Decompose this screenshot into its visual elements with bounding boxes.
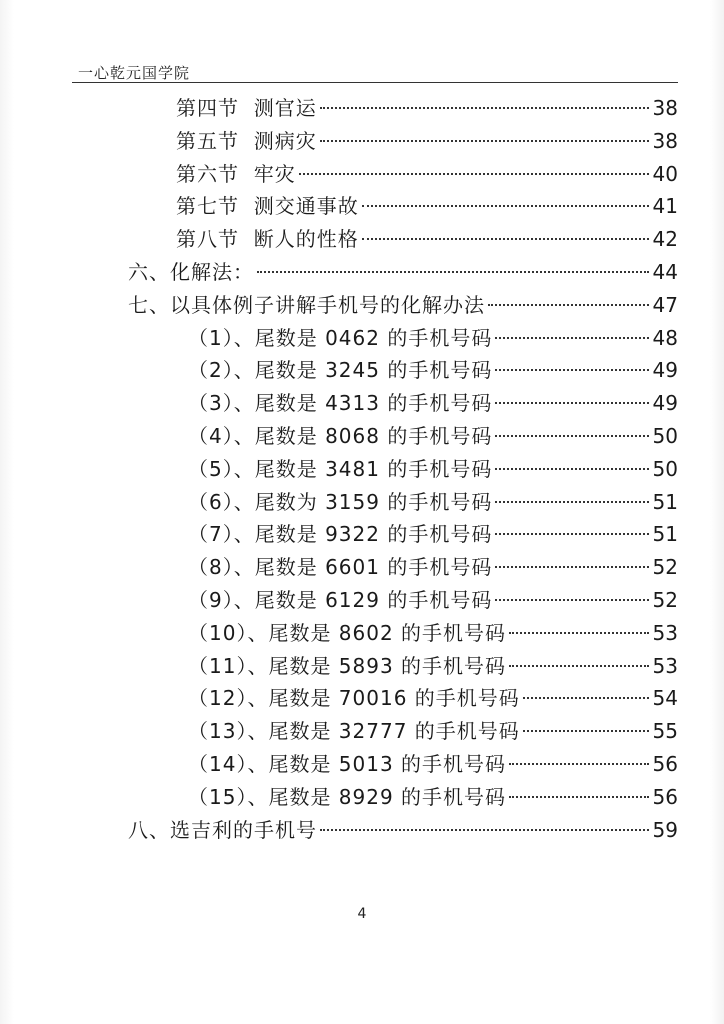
toc-entry-title: 第六节 牢灾: [176, 161, 296, 186]
toc-entry-page: 49: [652, 391, 678, 416]
toc-entry-page: 42: [652, 227, 678, 252]
toc-entry-title: （15）、尾数是 8929 的手机号码: [188, 784, 507, 809]
toc-entry-title: （10）、尾数是 8602 的手机号码: [188, 620, 507, 645]
toc-entry-page: 38: [652, 96, 678, 120]
dot-leader: [509, 796, 648, 798]
toc-entry-title: （4）、尾数是 8068 的手机号码: [188, 424, 493, 448]
toc-entry-title: 第八节 断人的性格: [176, 227, 359, 252]
dot-leader: [509, 763, 648, 765]
toc-entry-page: 40: [652, 161, 678, 186]
dot-leader: [320, 140, 649, 142]
toc-entry-page: 52: [652, 555, 678, 580]
toc-entry[interactable]: [188, 682, 678, 714]
toc-entry-page: 49: [652, 358, 678, 383]
toc-entry[interactable]: [188, 715, 678, 747]
toc-entry[interactable]: [188, 781, 678, 813]
dot-leader: [495, 501, 648, 503]
toc-entry-title: 六、化解法：: [128, 260, 254, 284]
toc-entry[interactable]: [176, 158, 678, 190]
toc-entry-title: （7）、尾数是 9322 的手机号码: [188, 522, 493, 547]
dot-leader: [509, 632, 648, 634]
toc-entry-page: 51: [652, 489, 678, 514]
dot-leader: [495, 369, 648, 371]
toc-entry-page: 56: [652, 752, 678, 776]
toc-entry[interactable]: [188, 551, 678, 583]
toc-entry-title: （2）、尾数是 3245 的手机号码: [188, 358, 493, 383]
dot-leader: [495, 566, 648, 568]
toc-entry[interactable]: [188, 387, 678, 419]
toc-entry-title: （8）、尾数是 6601 的手机号码: [188, 555, 493, 580]
dot-leader: [488, 304, 649, 306]
toc-entry[interactable]: [188, 518, 678, 550]
toc-entry-page: 48: [652, 325, 678, 350]
dot-leader: [299, 173, 649, 175]
toc-entry[interactable]: [188, 748, 678, 780]
dot-leader: [257, 271, 649, 273]
toc-entry-page: 51: [652, 522, 678, 547]
dot-leader: [523, 730, 649, 732]
dot-leader: [320, 107, 649, 109]
toc-entry[interactable]: [128, 256, 678, 288]
toc-entry[interactable]: [176, 190, 678, 222]
dot-leader: [495, 402, 648, 404]
dot-leader: [523, 697, 649, 699]
toc-entry-page: 50: [652, 424, 678, 448]
toc-entry-title: （3）、尾数是 4313 的手机号码: [188, 391, 493, 416]
toc-entry-title: 第五节 测病灾: [176, 128, 317, 153]
toc-entry-page: 56: [652, 784, 678, 809]
toc-entry-title: （13）、尾数是 32777 的手机号码: [188, 719, 520, 744]
page-number: 4: [357, 906, 367, 922]
toc-entry-page: 44: [652, 260, 678, 284]
toc-entry-page: 55: [652, 719, 678, 744]
dot-leader: [509, 665, 648, 667]
toc-entry-page: 38: [652, 128, 678, 153]
dot-leader: [362, 238, 649, 240]
toc-entry-page: 59: [652, 817, 678, 842]
toc-entry-title: （12）、尾数是 70016 的手机号码: [188, 686, 520, 711]
dot-leader: [362, 205, 649, 207]
toc-entry-title: （11）、尾数是 5893 的手机号码: [188, 653, 507, 678]
toc-entry-page: 50: [652, 456, 678, 481]
toc-entry[interactable]: [188, 354, 678, 386]
toc-entry-page: 54: [652, 686, 678, 711]
toc-entry[interactable]: [188, 584, 678, 616]
toc-entry-title: （5）、尾数是 3481 的手机号码: [188, 456, 493, 481]
toc-entry-title: （1）、尾数是 0462 的手机号码: [188, 325, 493, 350]
toc-entry[interactable]: [128, 289, 678, 321]
toc-entry-title: 七、以具体例子讲解手机号的化解办法: [128, 292, 485, 317]
dot-leader: [495, 599, 648, 601]
toc-entry-title: （9）、尾数是 6129 的手机号码: [188, 588, 493, 612]
toc-entry-title: 八、选吉利的手机号: [128, 817, 317, 842]
running-header: 一心乾元国学院: [78, 64, 191, 82]
toc-entry-page: 53: [652, 620, 678, 645]
toc-entry-title: （6）、尾数为 3159 的手机号码: [188, 489, 493, 514]
dot-leader: [495, 435, 648, 437]
toc-entry-page: 47: [652, 292, 678, 317]
toc-entry-page: 41: [652, 194, 678, 219]
toc-entry[interactable]: [176, 223, 678, 255]
toc-entry[interactable]: [176, 125, 678, 157]
toc-entry[interactable]: [188, 617, 678, 649]
toc-entry-title: 第七节 测交通事故: [176, 194, 359, 219]
dot-leader: [495, 533, 648, 535]
toc-entry[interactable]: [188, 420, 678, 452]
dot-leader: [320, 829, 649, 831]
toc-entry[interactable]: [188, 322, 678, 354]
toc-entry[interactable]: [188, 453, 678, 485]
toc-entry-page: 53: [652, 653, 678, 678]
toc-entry-page: 52: [652, 588, 678, 612]
toc-entry[interactable]: [188, 486, 678, 518]
dot-leader: [495, 337, 648, 339]
toc-entry[interactable]: [128, 814, 678, 846]
toc-entry[interactable]: [176, 92, 678, 124]
toc-entry-title: （14）、尾数是 5013 的手机号码: [188, 752, 507, 776]
dot-leader: [495, 468, 648, 470]
toc-entry[interactable]: [188, 650, 678, 682]
header-divider: [72, 82, 678, 83]
toc-entry-title: 第四节 测官运: [176, 96, 317, 120]
